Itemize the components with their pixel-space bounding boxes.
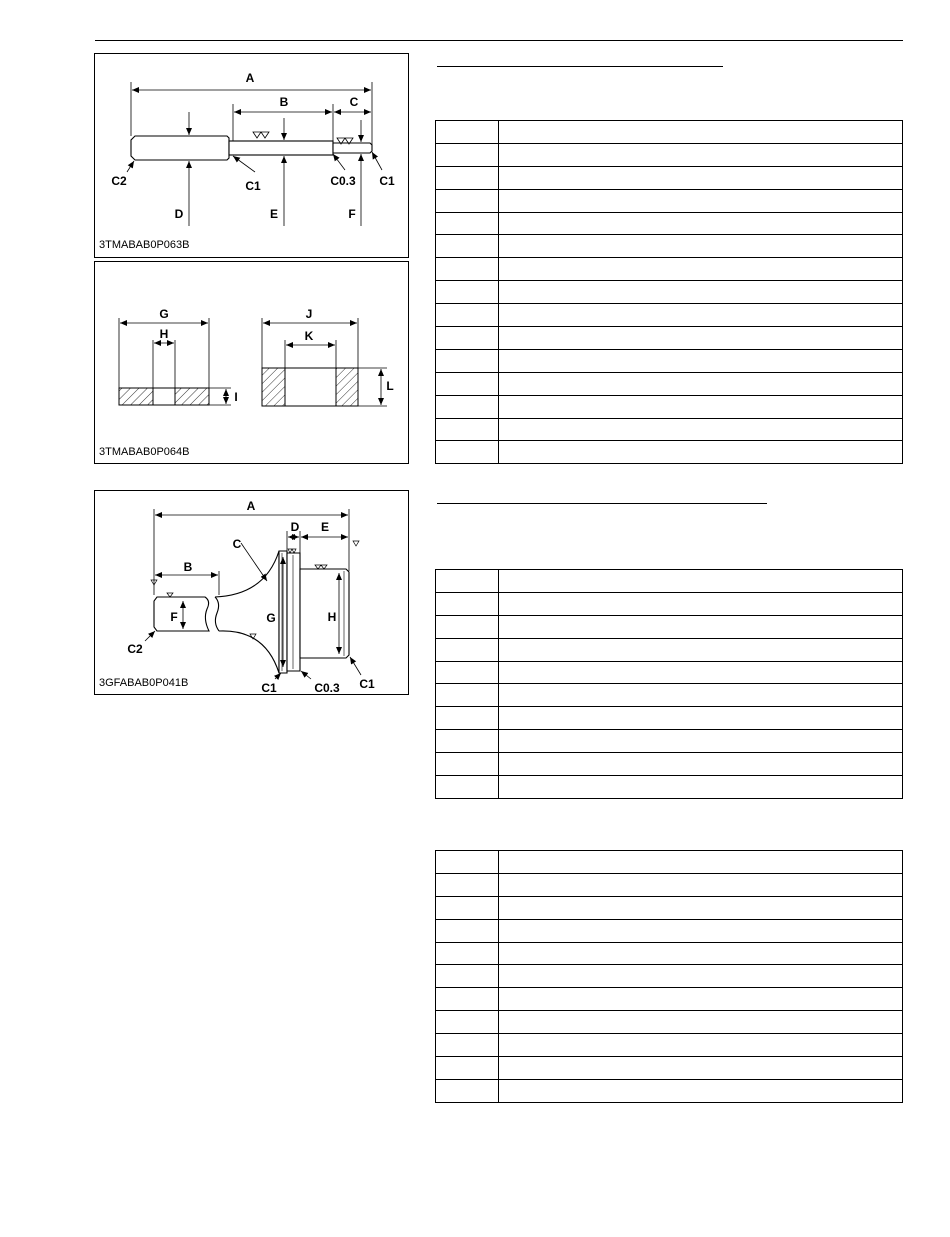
table-cell-value xyxy=(499,661,903,684)
table-cell-label xyxy=(436,304,499,327)
table-row xyxy=(436,1079,903,1102)
table-cell-label xyxy=(436,684,499,707)
figure-shaft-1 xyxy=(94,53,409,258)
table-cell-label xyxy=(436,965,499,988)
dim-label-g: G xyxy=(266,611,276,625)
table-cell-label xyxy=(436,753,499,776)
dim-label-a: A xyxy=(245,71,255,85)
table-row xyxy=(436,372,903,395)
dim-label-g: G xyxy=(159,307,169,321)
table-row xyxy=(436,684,903,707)
table-cell-value xyxy=(499,1034,903,1057)
table-cell-label xyxy=(436,661,499,684)
shaft-1-drawing xyxy=(95,54,408,257)
table-cell-label xyxy=(436,349,499,372)
table-cell-value xyxy=(499,942,903,965)
table-cell-label xyxy=(436,730,499,753)
table-cell-label xyxy=(436,372,499,395)
chamfer-label-c2: C2 xyxy=(111,174,127,188)
table-row xyxy=(436,418,903,441)
table-cell-label xyxy=(436,988,499,1011)
chamfer-label-c1-right: C1 xyxy=(359,677,375,691)
table-row xyxy=(436,919,903,942)
dim-label-l: L xyxy=(386,379,394,393)
table-row xyxy=(436,327,903,350)
table-cell-label xyxy=(436,1057,499,1080)
spec-table-2 xyxy=(435,569,903,799)
figure-code: 3TMABAB0P064B xyxy=(99,446,190,458)
table-row xyxy=(436,707,903,730)
table-cell-value xyxy=(499,753,903,776)
table-row xyxy=(436,988,903,1011)
table-cell-label xyxy=(436,873,499,896)
table-cell-value xyxy=(499,395,903,418)
table-cell-value xyxy=(499,258,903,281)
chamfer-label-c0-3: C0.3 xyxy=(330,174,356,188)
table-cell-value xyxy=(499,1057,903,1080)
table-cell-value xyxy=(499,1079,903,1102)
table-cell-value xyxy=(499,418,903,441)
table-cell-label xyxy=(436,615,499,638)
table-cell-label xyxy=(436,707,499,730)
table-cell-label xyxy=(436,418,499,441)
section-heading-rule-2 xyxy=(437,503,767,504)
dim-label-h: H xyxy=(327,610,337,624)
table-cell-value xyxy=(499,304,903,327)
table-row xyxy=(436,166,903,189)
table-row xyxy=(436,143,903,166)
figure-code: 3GFABAB0P041B xyxy=(99,677,189,689)
table-cell-value xyxy=(499,919,903,942)
table-cell-value xyxy=(499,121,903,144)
table-row xyxy=(436,896,903,919)
chamfer-label-c0-3: C0.3 xyxy=(314,681,340,694)
table-cell-value xyxy=(499,1011,903,1034)
bushing-drawing xyxy=(95,262,408,463)
table-row xyxy=(436,281,903,304)
table-cell-label xyxy=(436,851,499,874)
table-cell-label xyxy=(436,212,499,235)
table-cell-label xyxy=(436,592,499,615)
table-row xyxy=(436,570,903,593)
table-row xyxy=(436,776,903,799)
table-row xyxy=(436,851,903,874)
table-cell-label xyxy=(436,189,499,212)
page-top-rule xyxy=(95,40,903,41)
table-cell-value xyxy=(499,707,903,730)
table-cell-label xyxy=(436,327,499,350)
table-cell-value xyxy=(499,988,903,1011)
table-row xyxy=(436,753,903,776)
table-cell-label xyxy=(436,1079,499,1102)
table-row xyxy=(436,638,903,661)
table-cell-value xyxy=(499,638,903,661)
table-cell-label xyxy=(436,395,499,418)
table-row xyxy=(436,965,903,988)
table-cell-value xyxy=(499,349,903,372)
table-row xyxy=(436,189,903,212)
table-cell-value xyxy=(499,235,903,258)
table-cell-label xyxy=(436,166,499,189)
table-row xyxy=(436,441,903,464)
dim-label-f: F xyxy=(170,610,178,624)
table-row xyxy=(436,873,903,896)
table-row xyxy=(436,615,903,638)
dim-label-d: D xyxy=(290,520,300,534)
spec-table-1 xyxy=(435,120,903,464)
table-cell-label xyxy=(436,896,499,919)
table-cell-value xyxy=(499,281,903,304)
table-cell-label xyxy=(436,235,499,258)
dim-label-e: E xyxy=(320,520,330,534)
table-cell-value xyxy=(499,372,903,395)
table-cell-label xyxy=(436,919,499,942)
table-row xyxy=(436,212,903,235)
table-cell-value xyxy=(499,776,903,799)
table-row xyxy=(436,258,903,281)
table-cell-value xyxy=(499,441,903,464)
table-row xyxy=(436,1034,903,1057)
table-row xyxy=(436,349,903,372)
table-row xyxy=(436,395,903,418)
dim-label-d: D xyxy=(174,207,184,221)
table-cell-label xyxy=(436,258,499,281)
table-row xyxy=(436,1011,903,1034)
table-cell-label xyxy=(436,441,499,464)
table-cell-value xyxy=(499,212,903,235)
dim-label-h: H xyxy=(159,327,169,341)
table-row xyxy=(436,304,903,327)
spec-table-3 xyxy=(435,850,903,1103)
table-cell-value xyxy=(499,189,903,212)
table-row xyxy=(436,1057,903,1080)
dim-label-i: I xyxy=(234,390,238,404)
dim-label-b: B xyxy=(183,560,193,574)
dim-label-c: C xyxy=(349,95,359,109)
table-row xyxy=(436,661,903,684)
table-cell-label xyxy=(436,570,499,593)
table-cell-value xyxy=(499,143,903,166)
dim-label-b: B xyxy=(279,95,289,109)
table-cell-value xyxy=(499,166,903,189)
chamfer-label-c1-left: C1 xyxy=(245,179,261,193)
table-cell-value xyxy=(499,730,903,753)
table-cell-label xyxy=(436,776,499,799)
table-cell-value xyxy=(499,873,903,896)
table-cell-value xyxy=(499,684,903,707)
chamfer-label-c2: C2 xyxy=(127,642,143,656)
table-cell-label xyxy=(436,121,499,144)
dim-label-j: J xyxy=(305,307,313,321)
dim-label-k: K xyxy=(304,329,314,343)
chamfer-label-c1-left: C1 xyxy=(261,681,277,694)
table-cell-value xyxy=(499,570,903,593)
figure-bushing xyxy=(94,261,409,464)
table-cell-label xyxy=(436,1011,499,1034)
table-cell-label xyxy=(436,143,499,166)
table-cell-label xyxy=(436,638,499,661)
section-heading-rule-1 xyxy=(437,66,723,67)
dim-label-a: A xyxy=(246,499,256,513)
dim-label-f: F xyxy=(348,207,356,221)
table-row xyxy=(436,121,903,144)
table-cell-value xyxy=(499,965,903,988)
table-cell-value xyxy=(499,851,903,874)
table-row xyxy=(436,730,903,753)
shaft-2-drawing xyxy=(95,491,408,694)
table-cell-value xyxy=(499,615,903,638)
figure-shaft-2 xyxy=(94,490,409,695)
chamfer-label-c1-right: C1 xyxy=(379,174,395,188)
figure-code: 3TMABAB0P063B xyxy=(99,239,190,251)
table-cell-label xyxy=(436,1034,499,1057)
table-row xyxy=(436,942,903,965)
table-cell-value xyxy=(499,592,903,615)
table-row xyxy=(436,235,903,258)
table-cell-value xyxy=(499,896,903,919)
table-cell-label xyxy=(436,942,499,965)
table-cell-label xyxy=(436,281,499,304)
table-cell-value xyxy=(499,327,903,350)
dim-label-c: C xyxy=(232,537,242,551)
table-row xyxy=(436,592,903,615)
dim-label-e: E xyxy=(269,207,279,221)
